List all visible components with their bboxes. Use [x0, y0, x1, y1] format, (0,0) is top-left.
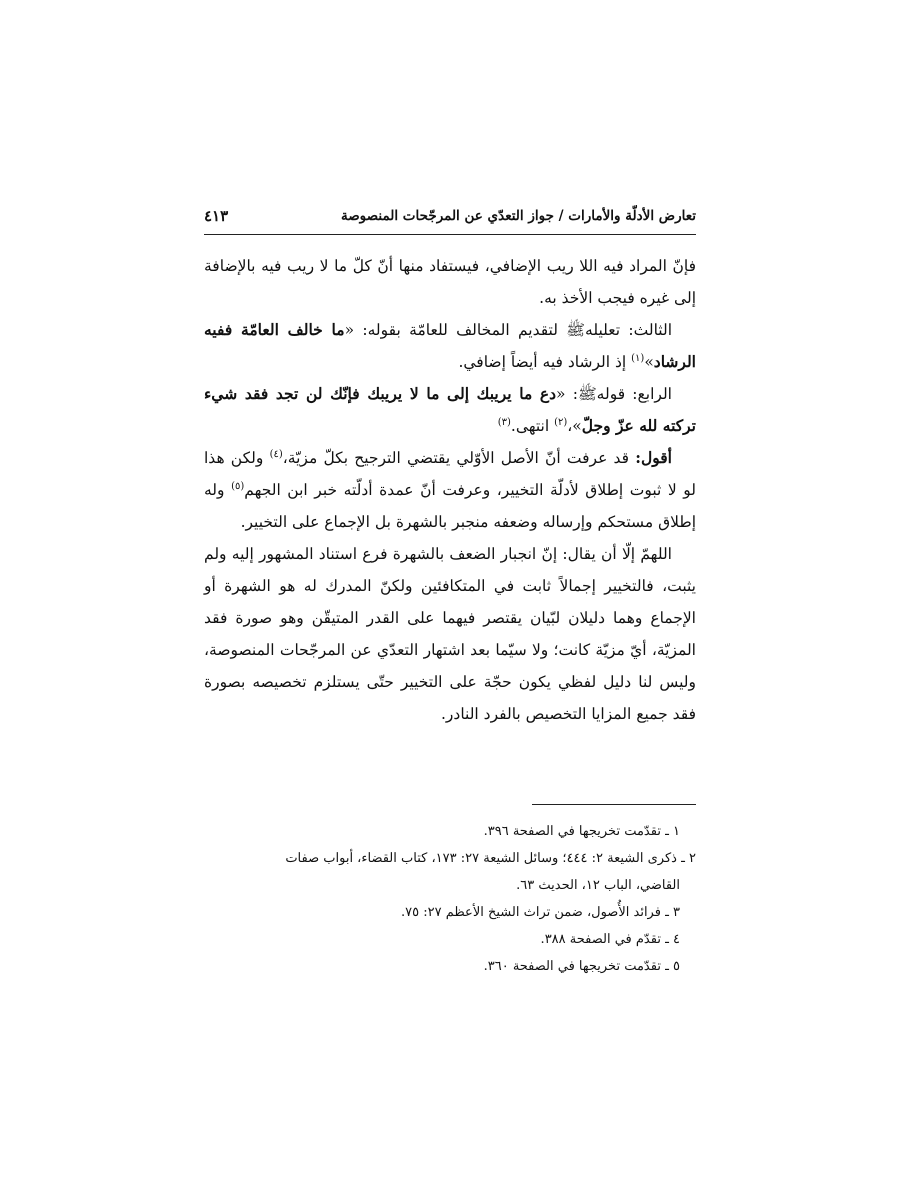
- paragraph-4-text-3: وله إطلاق مستحكم وإرساله وضعفه منجبر بالشهرة بل الإجماع على التخيير.: [204, 481, 696, 531]
- footnote-ref-3[interactable]: (٣): [497, 416, 511, 428]
- footnote-divider: [532, 804, 696, 805]
- footnote-2-line-1: ٢ ـ ذكرى الشيعة ٢: ٤٤٤؛ وسائل الشيعة ٢٧: ١٧٣، كتاب القضاء، أبواب صفات: [285, 851, 696, 866]
- paragraph-2-mid: لتقديم المخالف للعامّة بقوله: «: [344, 321, 567, 339]
- hadith-quote: دع ما يريبك إلى ما لا يريبك فإنّك لن تجد فقد شيء تركته لله عزّ وجلّ: [204, 384, 696, 435]
- paragraph-5: اللهمّ إلّا أن يقال: إنّ انجبار الضعف بالشهرة فرع استناد المشهور إليه ولم يثبت، فالتخيير إجمالاً ثابت في المتكافئين ولكنّ المدرك له هو الشهرة أو الإجماع وهما دليلان لبّيان يقتصر فيهما على القدر المتيقّن وهو صورة فقد المزيّة، أيّ مزيّة كانت؛ ولا سيّما بعد اشتهار التعدّي عن المرجّحات المنصوصة، وليس لنا دليل لفظي يكون حجّة على التخيير حتّى يستلزم تخصيصه بصورة فقد جميع المزايا التخصيص بالفرد النادر.: [204, 545, 696, 723]
- paragraph-2-lead: الثالث: تعليله: [585, 321, 672, 339]
- footnote-ref-2[interactable]: (٢): [554, 416, 568, 428]
- paragraph-4-text-1: قد عرفت أنّ الأصل الأوّلي يقتضي الترجيح بكلّ مزيّة،: [282, 449, 636, 467]
- footnote-4: ٤ ـ تقدّم في الصفحة ٣٨٨.: [540, 932, 680, 947]
- page-header: [204, 205, 696, 227]
- paragraph-3-mid: : «: [556, 385, 578, 403]
- footnote-3: ٣ ـ فرائد الأُصول، ضمن تراث الشيخ الأعظم ٢٧: ٧٥.: [401, 905, 680, 920]
- aqulu-label: أقول:: [635, 448, 672, 467]
- footnotes: [204, 818, 696, 980]
- footnote-ref-1[interactable]: (١): [631, 352, 645, 364]
- footnote-2-line-2: القاضي، الباب ١٢، الحديث ٦٣.: [516, 878, 680, 893]
- running-title: تعارض الأدلّة والأمارات / جواز التعدّي عن المرجّحات المنصوصة: [340, 208, 696, 224]
- footnote-ref-5[interactable]: (٥): [231, 480, 245, 492]
- paragraph-4: [204, 442, 696, 538]
- hadith-quote: ما خالف العامّة ففيه الرشاد: [204, 320, 696, 371]
- main-text: [204, 250, 696, 730]
- paragraph-3: [204, 378, 696, 442]
- paragraph-4-text-2: ولكن هذا لو لا ثبوت إطلاق لأدلّة التخيير، وعرفت أنّ عمدة أدلّته خبر ابن الجهم: [204, 449, 697, 499]
- page-number: ٤١٣: [204, 207, 229, 225]
- paragraph-1: فإنّ المراد فيه اللا ريب الإضافي، فيستفاد منها أنّ كلّ ما لا ريب فيه بالإضافة إلى غيره فيجب الأخذ به.: [204, 257, 696, 307]
- header-divider: [204, 234, 696, 235]
- footnote-ref-4[interactable]: (٤): [269, 448, 283, 460]
- paragraph-2: [204, 314, 696, 378]
- paragraph-3-lead: الرابع: قوله: [596, 385, 672, 403]
- honorific-glyph: ﷺ: [566, 321, 586, 339]
- footnote-5: ٥ ـ تقدّمت تخريجها في الصفحة ٣٦٠.: [483, 959, 680, 974]
- quote-close: »،: [567, 417, 582, 435]
- footnote-1: ١ ـ تقدّمت تخريجها في الصفحة ٣٩٦.: [483, 824, 680, 839]
- footnote-2: [204, 845, 696, 899]
- paragraph-3-tail: انتهى.: [510, 417, 555, 435]
- paragraph-2-tail: إذ الرشاد فيه أيضاً إضافي.: [458, 353, 632, 371]
- honorific-glyph: ﷺ: [577, 385, 597, 403]
- quote-close: »: [644, 353, 654, 371]
